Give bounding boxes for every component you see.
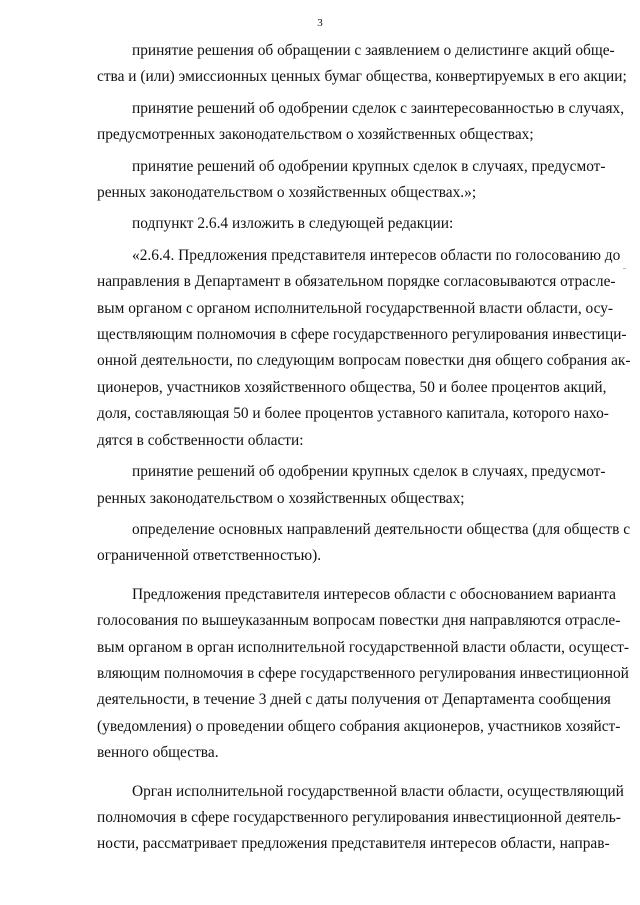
text-line: принятие решений об одобрении крупных сделок в случаях, предусмот- xyxy=(132,157,606,175)
text-line: подпункт 2.6.4 изложить в следующей редакции: xyxy=(132,215,454,233)
text-line: Предложения представителя интересов области с обоснованием варианта xyxy=(132,585,616,603)
text-line: деятельности, в течение 3 дней с даты получения от Департамента сообщения xyxy=(97,691,611,709)
text-line: «2.6.4. Предложения представителя интересов области по голосованию до xyxy=(132,246,621,264)
text-line: ства и (или) эмиссионных ценных бумаг общества, конвертируемых в его акции; xyxy=(97,68,627,86)
text-line: ности, рассматривает предложения представителя интересов области, направ- xyxy=(97,835,610,853)
text-line: полномочия в сфере государственного регулирования инвестиционной деятель- xyxy=(97,808,621,826)
scan-mark xyxy=(623,268,626,269)
text-line: принятие решения об обращении с заявлением о делистинге акций обще- xyxy=(132,42,615,59)
page-number: 3 xyxy=(317,17,323,29)
text-line: доля, составляющая 50 и более процентов уставного капитала, которого нахо- xyxy=(97,405,609,423)
text-line: принятие решений об одобрении сделок с заинтересованностью в случаях, xyxy=(132,99,625,117)
paragraph-main-directions xyxy=(97,517,631,570)
text-line: вым органом в орган исполнительной государственной власти области, осущест- xyxy=(97,638,629,656)
text-line: ционеров, участников хозяйственного общества, 50 и более процентов акций, xyxy=(97,378,607,396)
text-line: принятие решений об одобрении крупных сделок в случаях, предусмот- xyxy=(132,463,606,481)
text-line: ренных законодательством о хозяйственных обществах.»; xyxy=(97,184,477,202)
text-line: венного общества. xyxy=(97,744,219,762)
paragraph-major-deals-2 xyxy=(97,459,606,512)
document-body xyxy=(97,38,631,858)
paragraph-major-deals xyxy=(97,154,606,207)
text-line: ренных законодательством о хозяйственных обществах; xyxy=(97,489,465,507)
paragraph-subclause-intro xyxy=(97,211,599,237)
paragraph-proposals xyxy=(97,582,629,767)
text-line: вляющим полномочия в сфере государственного регулирования инвестиционной xyxy=(97,664,629,682)
text-line: онной деятельности, по следующим вопросам повестки дня общего собрания ак- xyxy=(97,352,631,370)
text-line: предусмотренных законодательством о хозяйственных обществах; xyxy=(97,126,534,144)
text-line: ограниченной ответственностью). xyxy=(97,547,322,565)
paragraph-clause-2-6-4 xyxy=(97,243,631,454)
text-line: направления в Департамент в обязательном порядке согласовываются отрасле- xyxy=(97,273,616,291)
paragraph-executive-body xyxy=(97,779,624,858)
text-line: определение основных направлений деятельности общества (для обществ с xyxy=(132,520,631,538)
text-line: вым органом с органом исполнительной государственной власти области, осу- xyxy=(97,299,614,317)
paragraph-delisting xyxy=(97,38,627,91)
text-line: ществляющим полномочия в сфере государственного регулирования инвестици- xyxy=(97,326,627,344)
paragraph-interested-deals xyxy=(97,96,625,149)
text-line: (уведомления) о проведении общего собрания акционеров, участников хозяйст- xyxy=(97,717,621,735)
text-line: Орган исполнительной государственной власти области, осуществляющий xyxy=(132,782,624,800)
text-line: голосования по вышеуказанным вопросам повестки дня направляются отрасле- xyxy=(97,612,621,630)
text-line: дятся в собственности области: xyxy=(97,431,304,449)
